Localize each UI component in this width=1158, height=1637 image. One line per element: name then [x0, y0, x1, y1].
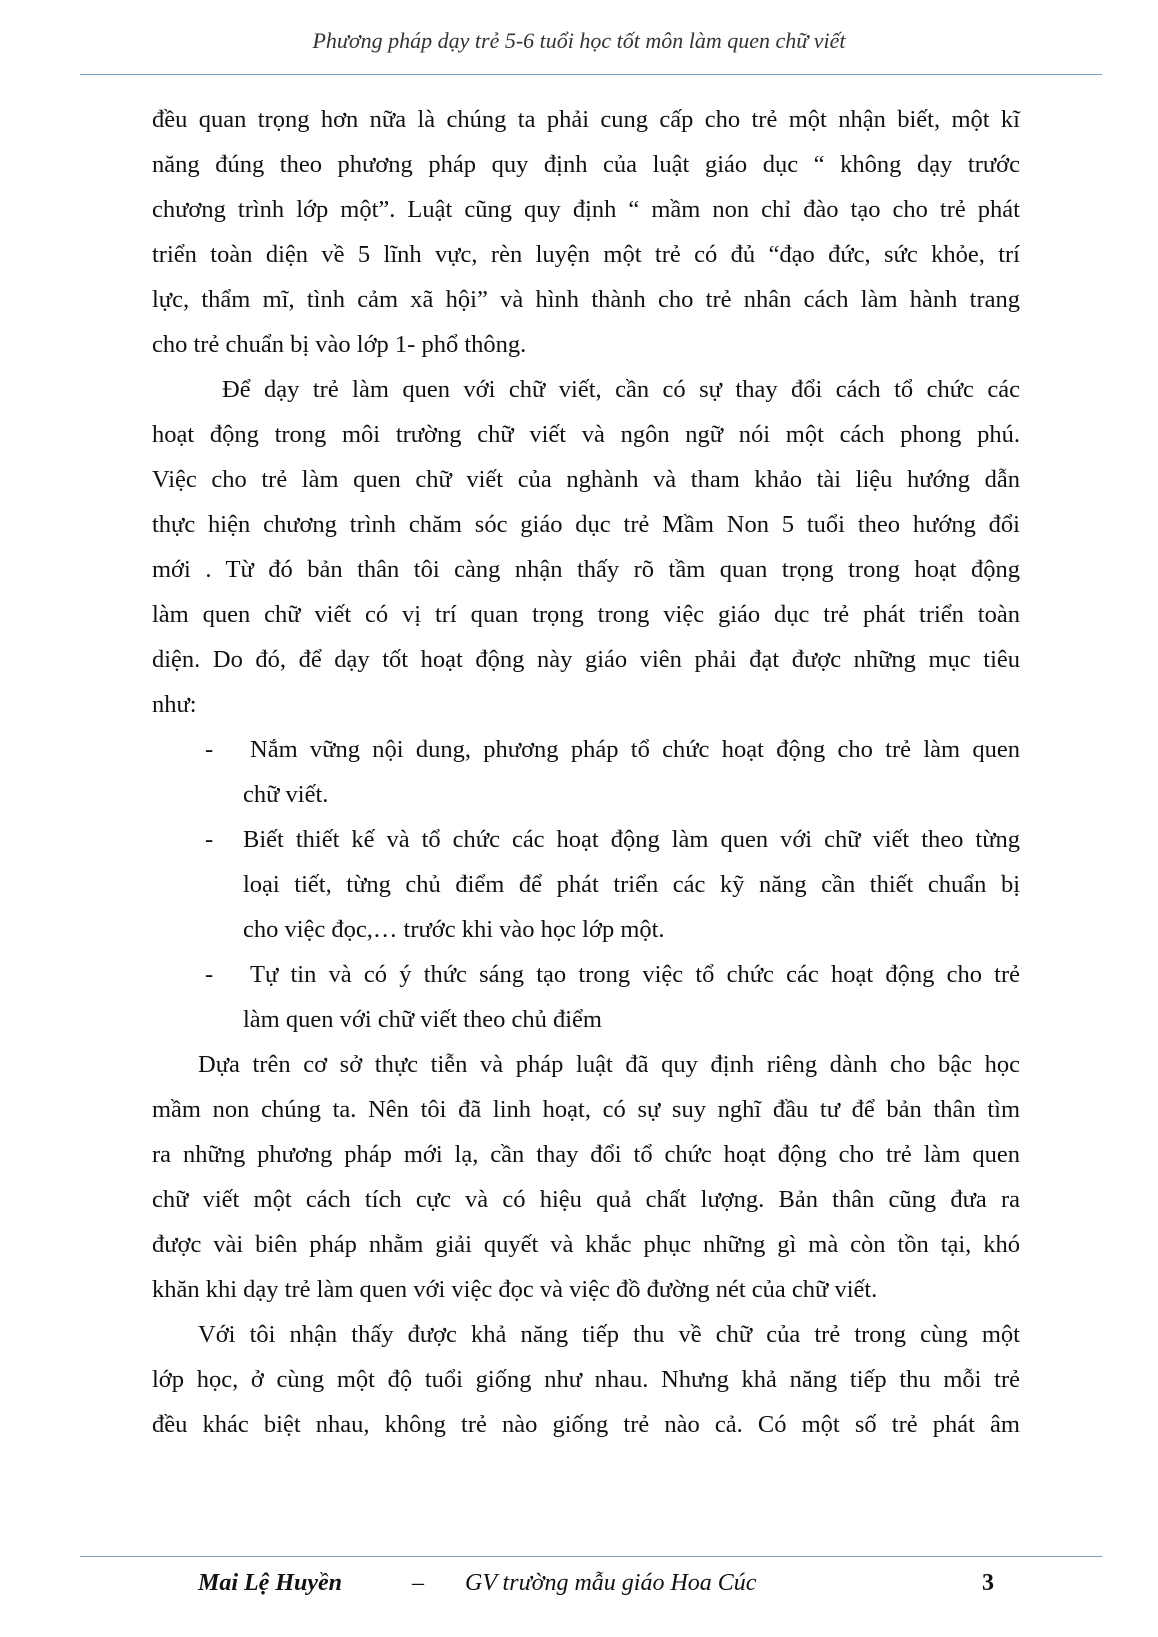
text-line: Để dạy trẻ làm quen với chữ viết, cần có sự thay đổi cách tổ chức các — [222, 376, 1020, 403]
footer-divider — [80, 1556, 1102, 1557]
text-line: được vài biên pháp nhằm giải quyết và khắc phục những gì mà còn tồn tại, khó — [152, 1231, 1020, 1258]
text-line: Với tôi nhận thấy được khả năng tiếp thu về chữ của trẻ trong cùng một — [198, 1321, 1020, 1348]
text-line: đều khác biệt nhau, không trẻ nào giống trẻ nào cả. Có một số trẻ phát âm — [152, 1411, 1020, 1438]
text-line: cho trẻ chuẩn bị vào lớp 1- phổ thông. — [152, 331, 527, 358]
bullet-line: Biết thiết kế và tổ chức các hoạt động làm quen với chữ viết theo từng — [243, 826, 1020, 853]
text-line: Dựa trên cơ sở thực tiễn và pháp luật đã quy định riêng dành cho bậc học — [198, 1051, 1020, 1078]
bullet-marker: - — [205, 826, 214, 853]
text-line: năng đúng theo phương pháp quy định của luật giáo dục “ không dạy trước — [152, 151, 1020, 178]
text-line: thực hiện chương trình chăm sóc giáo dục trẻ Mầm Non 5 tuổi theo hướng đổi — [152, 511, 1020, 538]
text-line: Việc cho trẻ làm quen chữ viết của nghành và tham khảo tài liệu hướng dẫn — [152, 466, 1020, 493]
running-header: Phương pháp dạy trẻ 5-6 tuổi học tốt môn làm quen chữ viết — [312, 28, 846, 53]
text-line: mới . Từ đó bản thân tôi càng nhận thấy rõ tầm quan trọng trong hoạt động — [152, 556, 1020, 583]
text-line: lớp học, ở cùng một độ tuổi giống như nhau. Nhưng khả năng tiếp thu mỗi trẻ — [152, 1366, 1020, 1393]
text-line: diện. Do đó, để dạy tốt hoạt động này giáo viên phải đạt được những mục tiêu — [152, 646, 1020, 673]
text-line: như: — [152, 691, 197, 718]
text-line: triển toàn diện về 5 lĩnh vực, rèn luyện một trẻ có đủ “đạo đức, sức khỏe, trí — [152, 241, 1020, 268]
bullet-line: làm quen với chữ viết theo chủ điểm — [243, 1006, 602, 1033]
text-line: ra những phương pháp mới lạ, cần thay đổi tổ chức hoạt động cho trẻ làm quen — [152, 1141, 1020, 1168]
footer-separator: – — [412, 1570, 424, 1596]
bullet-line: chữ viết. — [243, 781, 329, 808]
bullet-line: cho việc đọc,… trước khi vào học lớp một. — [243, 916, 665, 943]
text-line: chương trình lớp một”. Luật cũng quy định “ mầm non chỉ đào tạo cho trẻ phát — [152, 196, 1020, 223]
bullet-line: Nắm vững nội dung, phương pháp tổ chức hoạt động cho trẻ làm quen — [250, 736, 1020, 763]
footer-author: Mai Lệ Huyền — [198, 1570, 342, 1596]
text-line: hoạt động trong môi trường chữ viết và ngôn ngữ nói một cách phong phú. — [152, 421, 1020, 448]
bullet-marker: - — [205, 736, 214, 763]
header-divider — [80, 74, 1102, 75]
footer-school: GV trường mẫu giáo Hoa Cúc — [465, 1570, 757, 1596]
bullet-line: loại tiết, từng chủ điểm để phát triển các kỹ năng cần thiết chuẩn bị — [243, 871, 1020, 898]
text-line: đều quan trọng hơn nữa là chúng ta phải cung cấp cho trẻ một nhận biết, một kĩ — [152, 106, 1020, 133]
bullet-line: Tự tin và có ý thức sáng tạo trong việc tổ chức các hoạt động cho trẻ — [250, 961, 1020, 988]
text-line: mầm non chúng ta. Nên tôi đã linh hoạt, có sự suy nghĩ đầu tư để bản thân tìm — [152, 1096, 1020, 1123]
bullet-marker: - — [205, 961, 214, 988]
text-line: lực, thẩm mĩ, tình cảm xã hội” và hình thành cho trẻ nhân cách làm hành trang — [152, 286, 1020, 313]
text-line: chữ viết một cách tích cực và có hiệu quả chất lượng. Bản thân cũng đưa ra — [152, 1186, 1020, 1213]
text-line: khăn khi dạy trẻ làm quen với việc đọc và việc đồ đường nét của chữ viết. — [152, 1276, 878, 1303]
page-number: 3 — [982, 1570, 994, 1596]
text-line: làm quen chữ viết có vị trí quan trọng trong việc giáo dục trẻ phát triển toàn — [152, 601, 1020, 628]
